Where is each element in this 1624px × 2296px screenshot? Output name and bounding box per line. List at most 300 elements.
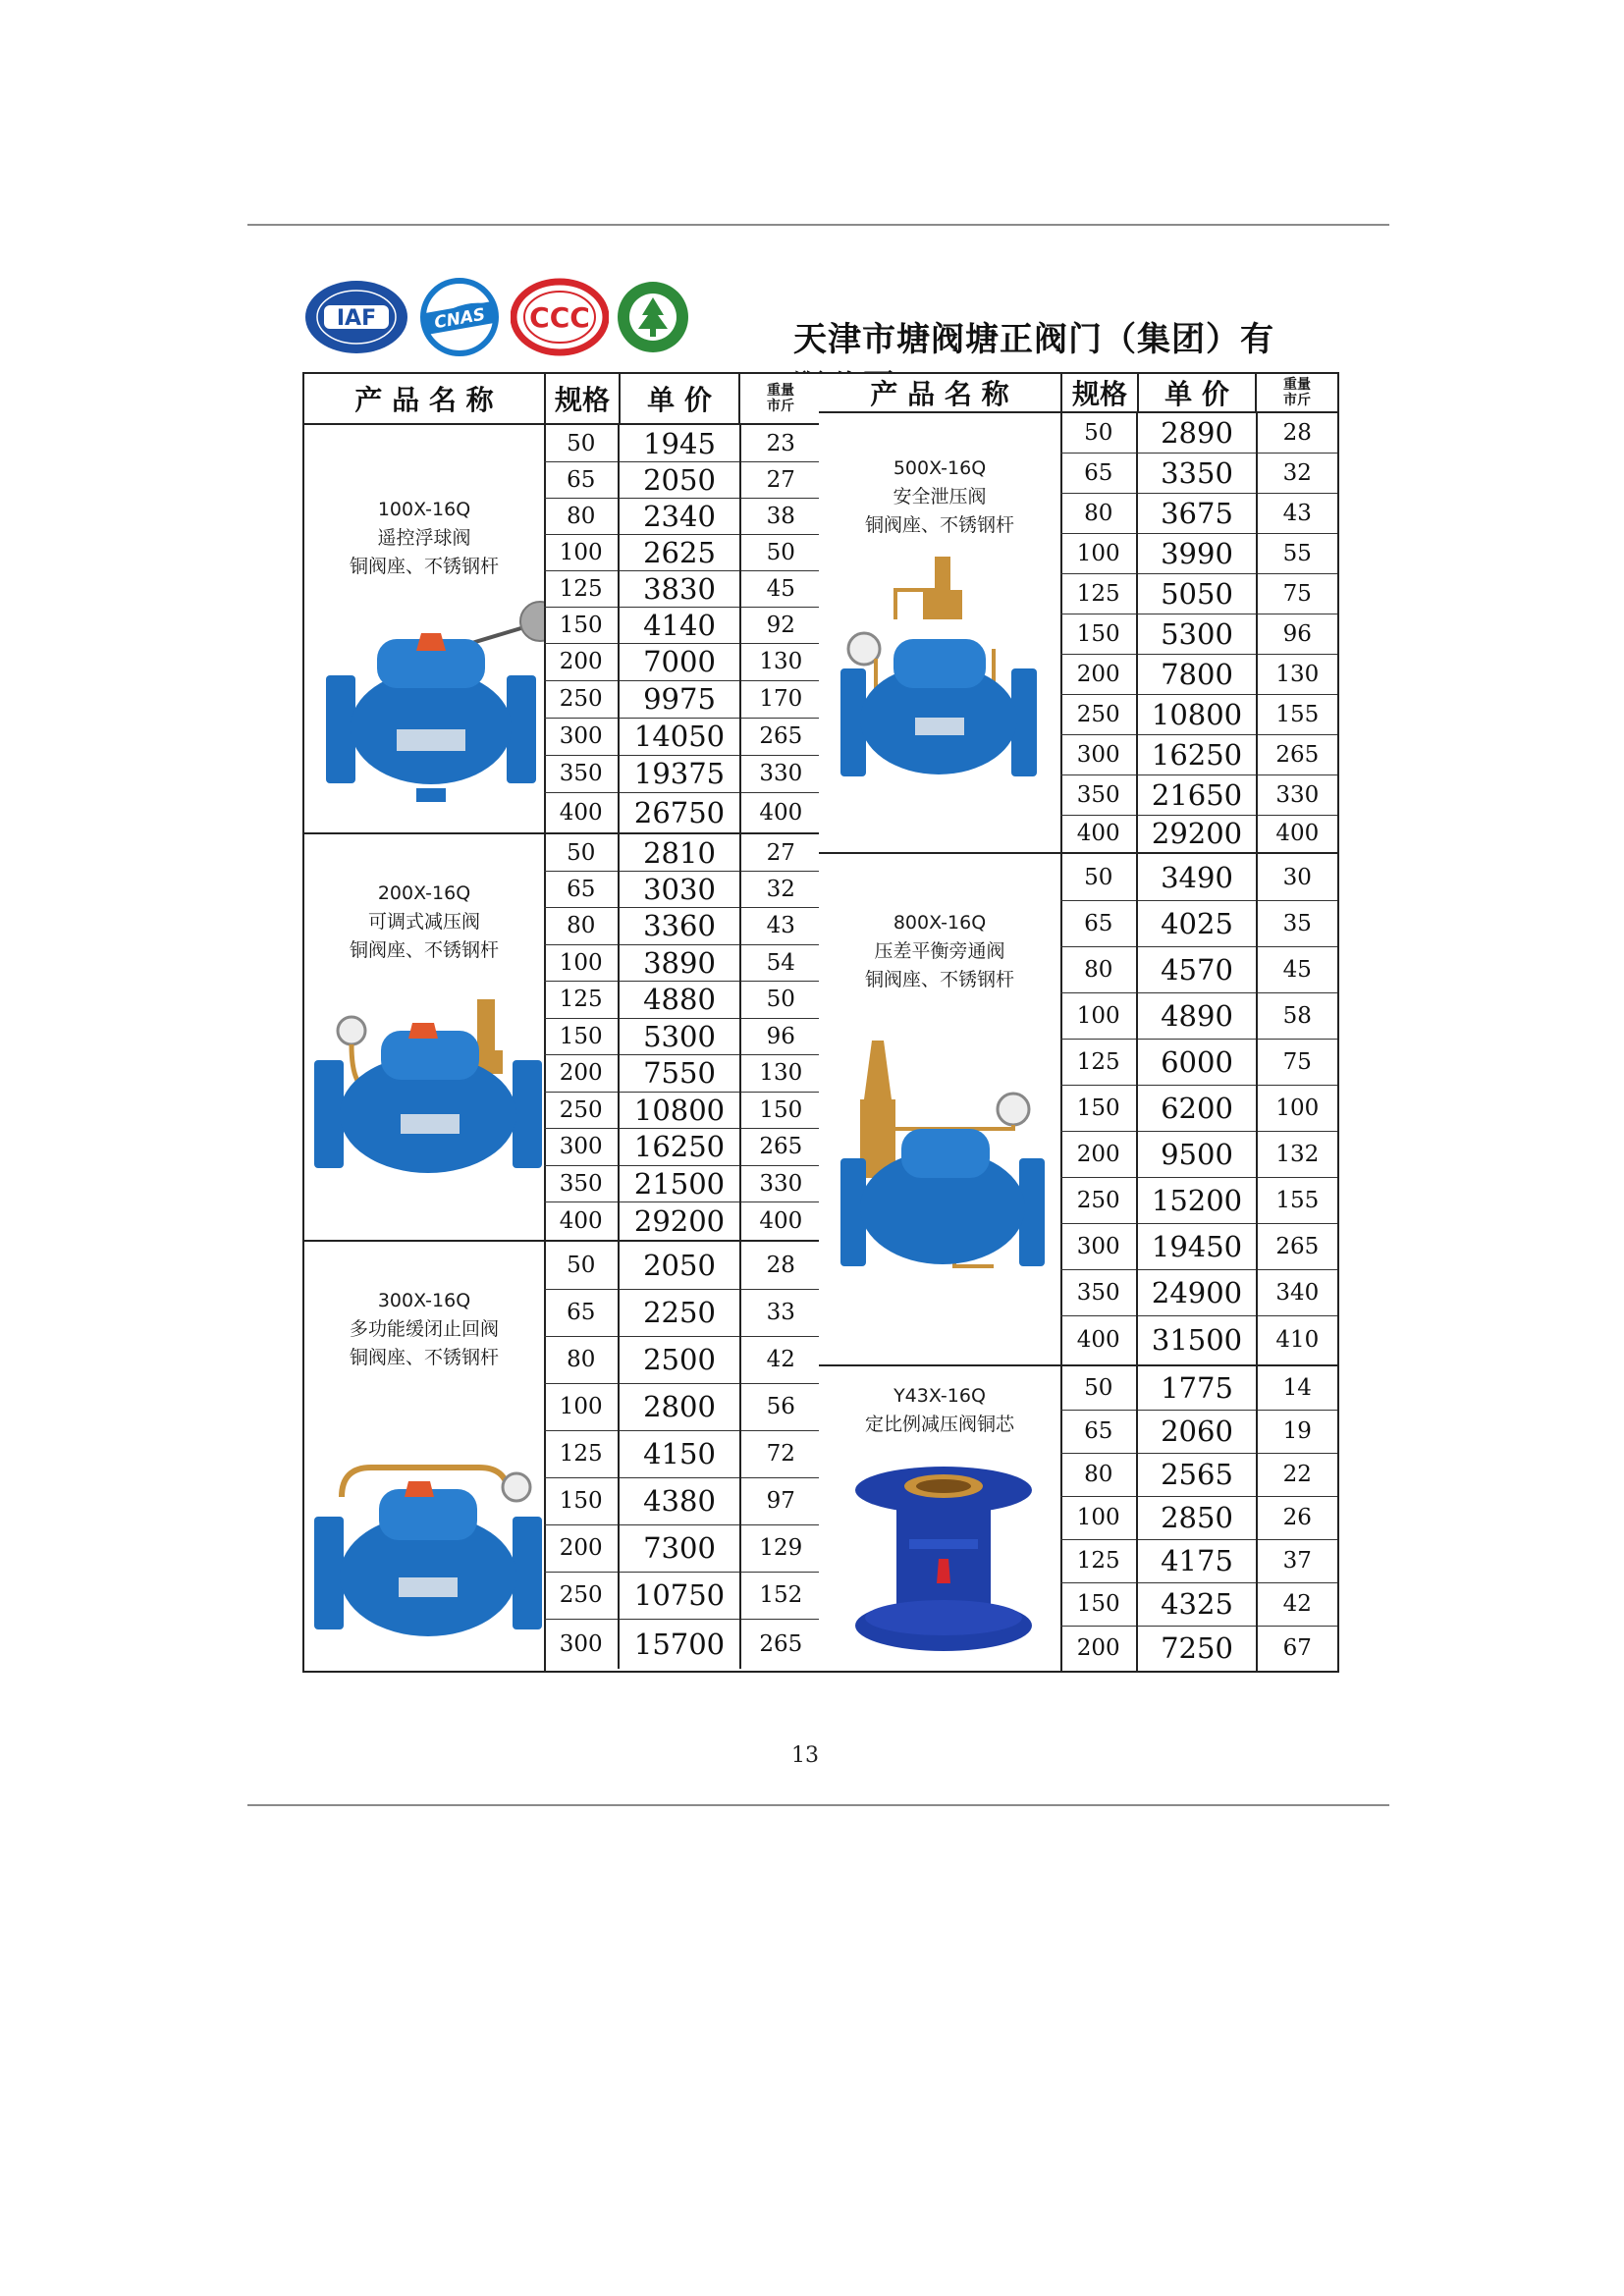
spec-cell: 350: [544, 755, 620, 792]
header-spec: 规格: [554, 384, 610, 416]
price-cell: 4880: [620, 981, 740, 1018]
price-cell: 2625: [620, 534, 740, 570]
price-cell: 14050: [620, 718, 740, 755]
weight-cell: 28: [1282, 420, 1312, 446]
weight-cell: 97: [766, 1488, 795, 1514]
weight-cell: 75: [1282, 1048, 1312, 1075]
header-product-name: 产 品 名 称: [354, 384, 494, 416]
weight-cell: 330: [1275, 781, 1320, 808]
product-model: 100X-16Q: [377, 499, 471, 520]
weight-cell: 42: [766, 1347, 795, 1372]
spec-cell: 100: [544, 534, 620, 570]
price-cell: 4025: [1138, 900, 1257, 946]
weight-cell: 55: [1282, 540, 1312, 566]
check-valve-image: [312, 1458, 544, 1654]
price-cell: 2340: [620, 498, 740, 534]
product-material: 铜阀座、不锈钢杆: [864, 514, 1014, 536]
table-row: [1060, 1453, 1337, 1497]
spec-cell: 150: [544, 607, 620, 643]
weight-cell: 50: [766, 539, 795, 565]
price-cell: 5300: [620, 1018, 740, 1054]
spec-cell: 250: [544, 1092, 620, 1128]
product-name: 安全泄压阀: [893, 486, 987, 507]
spec-cell: 200: [544, 1524, 620, 1572]
table-row: [1060, 992, 1337, 1040]
table-row: [544, 1383, 821, 1431]
weight-cell: 170: [759, 686, 803, 712]
price-cell: 2250: [620, 1289, 740, 1336]
spec-cell: 80: [544, 907, 620, 944]
product-group-y43x: [819, 1366, 1337, 1671]
table-row: [544, 1054, 821, 1093]
weight-cell: 410: [1275, 1327, 1320, 1353]
weight-cell: 50: [766, 987, 795, 1012]
product-info: [819, 854, 1062, 1364]
weight-cell: 22: [1282, 1462, 1312, 1487]
product-description: [304, 880, 544, 965]
spec-cell: 200: [544, 1054, 620, 1092]
weight-cell: 130: [1275, 661, 1320, 687]
spec-cell: 150: [1060, 614, 1138, 654]
product-material: 铜阀座、不锈钢杆: [349, 1347, 499, 1368]
weight-cell: 27: [766, 839, 795, 866]
table-row: [1060, 1131, 1337, 1178]
product-group-200x: [304, 834, 821, 1242]
price-table-left: [302, 372, 823, 1673]
weight-cell: 265: [1275, 1233, 1320, 1259]
spec-cell: 65: [1060, 453, 1138, 493]
spec-cell: 350: [544, 1165, 620, 1201]
product-material: 铜阀座、不锈钢杆: [349, 939, 499, 961]
price-cell: 2050: [620, 1242, 740, 1289]
price-cell: 3350: [1138, 453, 1257, 493]
table-header-left: [304, 374, 821, 425]
table-row: [544, 1128, 821, 1166]
price-cell: 1945: [620, 425, 740, 461]
table-row: [544, 1018, 821, 1055]
price-cell: 2565: [1138, 1453, 1257, 1496]
product-name: 遥控浮球阀: [377, 527, 471, 549]
table-row: [544, 643, 821, 681]
table-row: [1060, 1626, 1337, 1671]
price-cell: 26750: [620, 792, 740, 832]
header-weight-top: 重量: [767, 383, 794, 399]
spec-cell: 150: [544, 1477, 620, 1524]
bottom-rule: [247, 1804, 1389, 1806]
spec-cell: 400: [544, 1201, 620, 1240]
spec-cell: 200: [1060, 1626, 1138, 1671]
table-row: [544, 1165, 821, 1202]
weight-cell: 92: [766, 612, 795, 638]
header-weight: [740, 374, 821, 423]
spec-cell: 350: [1060, 774, 1138, 815]
spec-cell: 65: [544, 1289, 620, 1336]
product-info: [819, 1366, 1062, 1671]
product-model: 800X-16Q: [893, 912, 987, 934]
table-row: [1060, 1366, 1337, 1411]
price-cell: 21650: [1138, 774, 1257, 815]
weight-cell: 129: [759, 1535, 803, 1561]
table-row: [1060, 734, 1337, 775]
weight-cell: 130: [759, 649, 803, 674]
price-cell: 29200: [1138, 815, 1257, 852]
spec-cell: 80: [1060, 493, 1138, 533]
spec-cell: 80: [544, 1336, 620, 1383]
price-cell: 6000: [1138, 1039, 1257, 1085]
spec-cell: 250: [544, 680, 620, 718]
spec-cell: 100: [544, 1383, 620, 1430]
weight-cell: 152: [759, 1582, 803, 1608]
header-weight: [1257, 374, 1337, 411]
price-cell: 1775: [1138, 1366, 1257, 1410]
price-cell: 29200: [620, 1201, 740, 1240]
spec-cell: 125: [1060, 573, 1138, 614]
price-cell: 4175: [1138, 1539, 1257, 1582]
table-row: [544, 570, 821, 608]
price-cell: 19375: [620, 755, 740, 792]
weight-cell: 96: [1282, 620, 1312, 647]
price-cell: 3990: [1138, 533, 1257, 573]
price-cell: 10800: [620, 1092, 740, 1128]
spec-cell: 350: [1060, 1269, 1138, 1315]
price-cell: 24900: [1138, 1269, 1257, 1315]
weight-cell: 33: [766, 1300, 795, 1325]
table-row: [544, 498, 821, 535]
header-weight-bottom: 市斤: [767, 399, 794, 414]
table-row: [544, 981, 821, 1019]
weight-cell: 19: [1282, 1418, 1312, 1444]
cnas-logo-icon: [416, 278, 503, 356]
price-cell: 4380: [620, 1477, 740, 1524]
spec-cell: 80: [1060, 946, 1138, 992]
product-material: 铜阀座、不锈钢杆: [349, 556, 499, 577]
float-ball-valve-image: [318, 582, 544, 808]
spec-cell: 100: [1060, 1496, 1138, 1539]
price-cell: 7800: [1138, 654, 1257, 694]
weight-cell: 96: [766, 1023, 795, 1049]
product-group-300x: [304, 1242, 821, 1671]
price-cell: 2800: [620, 1383, 740, 1430]
price-cell: 9975: [620, 680, 740, 718]
spec-cell: 50: [544, 425, 620, 461]
table-row: [544, 1524, 821, 1573]
table-row: [1060, 614, 1337, 655]
header-price: 单 价: [647, 384, 712, 416]
table-row: [1060, 1269, 1337, 1316]
weight-cell: 100: [1275, 1095, 1320, 1121]
table-row: [1060, 493, 1337, 534]
price-cell: 2810: [620, 834, 740, 871]
price-cell: 6200: [1138, 1085, 1257, 1131]
table-row: [544, 718, 821, 756]
product-description: [304, 1287, 544, 1372]
weight-cell: 37: [1282, 1548, 1312, 1574]
spec-cell: 65: [544, 461, 620, 498]
product-info: [304, 834, 546, 1240]
header-spec: 规格: [1071, 378, 1127, 410]
product-name: 压差平衡旁通阀: [874, 940, 1005, 962]
price-cell: 15700: [620, 1619, 740, 1669]
weight-cell: 28: [766, 1253, 795, 1278]
relief-valve-image: [837, 551, 1043, 786]
table-row: [1060, 1177, 1337, 1224]
table-row: [544, 1477, 821, 1525]
table-row: [1060, 1039, 1337, 1086]
spec-cell: 250: [544, 1572, 620, 1619]
price-cell: 16250: [1138, 734, 1257, 774]
header-price: 单 价: [1164, 378, 1229, 410]
spec-cell: 80: [1060, 1453, 1138, 1496]
product-description: [819, 909, 1060, 994]
spec-cell: 125: [1060, 1039, 1138, 1085]
top-rule: [247, 224, 1389, 226]
price-cell: 2060: [1138, 1410, 1257, 1453]
price-cell: 19450: [1138, 1223, 1257, 1269]
table-row: [1060, 1582, 1337, 1627]
weight-cell: 67: [1282, 1635, 1312, 1661]
table-row: [544, 1430, 821, 1478]
weight-cell: 54: [766, 949, 795, 976]
environmental-label-logo-icon: [615, 278, 691, 356]
product-model: Y43X-16Q: [893, 1385, 986, 1407]
table-row: [544, 944, 821, 982]
ccc-logo-text: CCC: [529, 301, 590, 334]
product-name: 可调式减压阀: [367, 911, 480, 933]
table-row: [1060, 573, 1337, 614]
spec-cell: 300: [544, 1619, 620, 1669]
price-cell: 7550: [620, 1054, 740, 1092]
header-product-name: 产 品 名 称: [870, 378, 1009, 410]
table-row: [1060, 815, 1337, 852]
weight-cell: 56: [766, 1394, 795, 1419]
table-row: [544, 607, 821, 644]
table-row: [1060, 1315, 1337, 1364]
spec-cell: 100: [544, 944, 620, 981]
table-row: [1060, 453, 1337, 494]
iaf-logo-text: IAF: [336, 306, 377, 331]
weight-cell: 265: [759, 1630, 803, 1657]
price-cell: 7300: [620, 1524, 740, 1572]
spec-cell: 200: [1060, 654, 1138, 694]
table-header-right: [819, 374, 1337, 413]
spec-cell: 100: [1060, 992, 1138, 1039]
spec-cell: 300: [1060, 1223, 1138, 1269]
spec-cell: 150: [544, 1018, 620, 1054]
price-cell: 7000: [620, 643, 740, 680]
table-row: [1060, 1539, 1337, 1583]
price-cell: 5050: [1138, 573, 1257, 614]
table-row: [1060, 1410, 1337, 1454]
spec-cell: 400: [1060, 815, 1138, 852]
weight-cell: 150: [759, 1096, 803, 1123]
spec-cell: 65: [1060, 900, 1138, 946]
table-row: [544, 1619, 821, 1669]
spec-cell: 80: [544, 498, 620, 534]
price-cell: 4140: [620, 607, 740, 643]
weight-cell: 30: [1282, 864, 1312, 890]
spec-cell: 300: [544, 1128, 620, 1165]
table-row: [1060, 1085, 1337, 1132]
product-group-500x: [819, 413, 1337, 854]
table-row: [1060, 900, 1337, 947]
spec-cell: 125: [544, 1430, 620, 1477]
spec-cell: 125: [544, 981, 620, 1018]
weight-cell: 265: [759, 723, 803, 749]
price-cell: 9500: [1138, 1131, 1257, 1177]
weight-cell: 26: [1282, 1505, 1312, 1530]
weight-cell: 45: [766, 575, 795, 602]
product-model: 300X-16Q: [377, 1290, 471, 1311]
table-row: [544, 680, 821, 719]
spec-cell: 300: [544, 718, 620, 755]
table-row: [544, 871, 821, 908]
weight-cell: 45: [1282, 956, 1312, 983]
weight-cell: 27: [766, 466, 795, 493]
weight-cell: 400: [759, 799, 803, 826]
weight-cell: 32: [766, 876, 795, 902]
table-row: [1060, 654, 1337, 695]
weight-cell: 155: [1275, 701, 1320, 727]
table-row: [544, 755, 821, 793]
weight-cell: 42: [1282, 1591, 1312, 1617]
certification-logos: [302, 278, 695, 356]
table-row: [544, 792, 821, 832]
weight-cell: 155: [1275, 1187, 1320, 1213]
table-row: [544, 461, 821, 499]
table-row: [1060, 533, 1337, 574]
spec-cell: 300: [1060, 734, 1138, 774]
price-table-right: [819, 372, 1339, 1673]
weight-cell: 72: [766, 1441, 795, 1467]
product-name: 多功能缓闭止回阀: [349, 1318, 499, 1340]
price-cell: 3030: [620, 871, 740, 907]
bypass-valve-image: [837, 1031, 1049, 1286]
table-row: [544, 1092, 821, 1129]
product-group-800x: [819, 854, 1337, 1366]
price-cell: 15200: [1138, 1177, 1257, 1223]
cnas-logo-text: CNAS: [432, 304, 487, 334]
spec-cell: 125: [544, 570, 620, 607]
price-cell: 2500: [620, 1336, 740, 1383]
product-group-100x: [304, 425, 821, 834]
page-number: 13: [791, 1743, 819, 1768]
price-cell: 31500: [1138, 1315, 1257, 1364]
spec-cell: 150: [1060, 1582, 1138, 1626]
weight-cell: 14: [1282, 1375, 1312, 1401]
table-row: [544, 1336, 821, 1384]
price-cell: 16250: [620, 1128, 740, 1165]
table-row: [544, 1242, 821, 1290]
proportional-reducing-valve-image: [852, 1461, 1035, 1657]
weight-cell: 43: [766, 913, 795, 938]
product-material: 铜阀座、不锈钢杆: [864, 969, 1014, 990]
iaf-logo-icon: [302, 278, 410, 356]
price-cell: 10750: [620, 1572, 740, 1619]
product-info: [819, 413, 1062, 852]
spec-cell: 400: [544, 792, 620, 832]
table-row: [1060, 1223, 1337, 1270]
spec-cell: 150: [1060, 1085, 1138, 1131]
table-row: [544, 834, 821, 872]
price-cell: 2050: [620, 461, 740, 498]
price-cell: 3675: [1138, 493, 1257, 533]
price-cell: 5300: [1138, 614, 1257, 654]
table-row: [1060, 946, 1337, 993]
product-description: [819, 454, 1060, 540]
spec-cell: 200: [544, 643, 620, 680]
table-row: [544, 1289, 821, 1337]
spec-cell: 250: [1060, 1177, 1138, 1223]
price-cell: 2890: [1138, 413, 1257, 453]
spec-cell: 50: [544, 834, 620, 871]
spec-cell: 100: [1060, 533, 1138, 573]
spec-cell: 50: [1060, 1366, 1138, 1410]
price-cell: 4325: [1138, 1582, 1257, 1626]
price-cell: 3490: [1138, 854, 1257, 900]
spec-cell: 50: [1060, 413, 1138, 453]
table-row: [1060, 774, 1337, 816]
product-description: [304, 496, 544, 581]
weight-cell: 330: [759, 1170, 803, 1197]
weight-cell: 265: [1275, 741, 1320, 768]
price-cell: 10800: [1138, 694, 1257, 734]
price-cell: 3830: [620, 570, 740, 607]
table-row: [544, 534, 821, 571]
table-row: [544, 907, 821, 945]
company-name: 天津市塘阀塘正阀门（集团）有: [793, 320, 1274, 359]
weight-cell: 75: [1282, 580, 1312, 607]
spec-cell: 65: [1060, 1410, 1138, 1453]
price-cell: 2850: [1138, 1496, 1257, 1539]
spec-cell: 400: [1060, 1315, 1138, 1364]
table-row: [544, 1201, 821, 1240]
product-info: [304, 425, 546, 832]
product-info: [304, 1242, 546, 1671]
spec-cell: 125: [1060, 1539, 1138, 1582]
header-weight-top: 重量: [1283, 377, 1311, 393]
product-name: 定比例减压阀铜芯: [864, 1414, 1014, 1435]
price-cell: 21500: [620, 1165, 740, 1201]
weight-cell: 58: [1282, 1002, 1312, 1029]
table-row: [1060, 694, 1337, 735]
weight-cell: 23: [766, 430, 795, 456]
spec-cell: 200: [1060, 1131, 1138, 1177]
table-row: [1060, 854, 1337, 901]
weight-cell: 330: [759, 761, 803, 786]
spec-cell: 250: [1060, 694, 1138, 734]
table-row: [1060, 413, 1337, 454]
header-weight-bottom: 市斤: [1283, 393, 1311, 408]
table-row: [544, 1572, 821, 1620]
spec-cell: 50: [544, 1242, 620, 1289]
product-description: [819, 1382, 1060, 1439]
spec-cell: 65: [544, 871, 620, 907]
product-model: 500X-16Q: [893, 457, 987, 479]
price-cell: 3890: [620, 944, 740, 981]
weight-cell: 340: [1275, 1279, 1320, 1306]
weight-cell: 130: [759, 1060, 803, 1086]
spec-cell: 50: [1060, 854, 1138, 900]
weight-cell: 38: [766, 503, 795, 529]
weight-cell: 400: [1275, 821, 1320, 846]
weight-cell: 132: [1275, 1141, 1320, 1167]
weight-cell: 35: [1282, 910, 1312, 936]
price-cell: 4150: [620, 1430, 740, 1477]
table-row: [1060, 1496, 1337, 1540]
price-cell: 3360: [620, 907, 740, 944]
price-cell: 7250: [1138, 1626, 1257, 1671]
price-cell: 4890: [1138, 992, 1257, 1039]
